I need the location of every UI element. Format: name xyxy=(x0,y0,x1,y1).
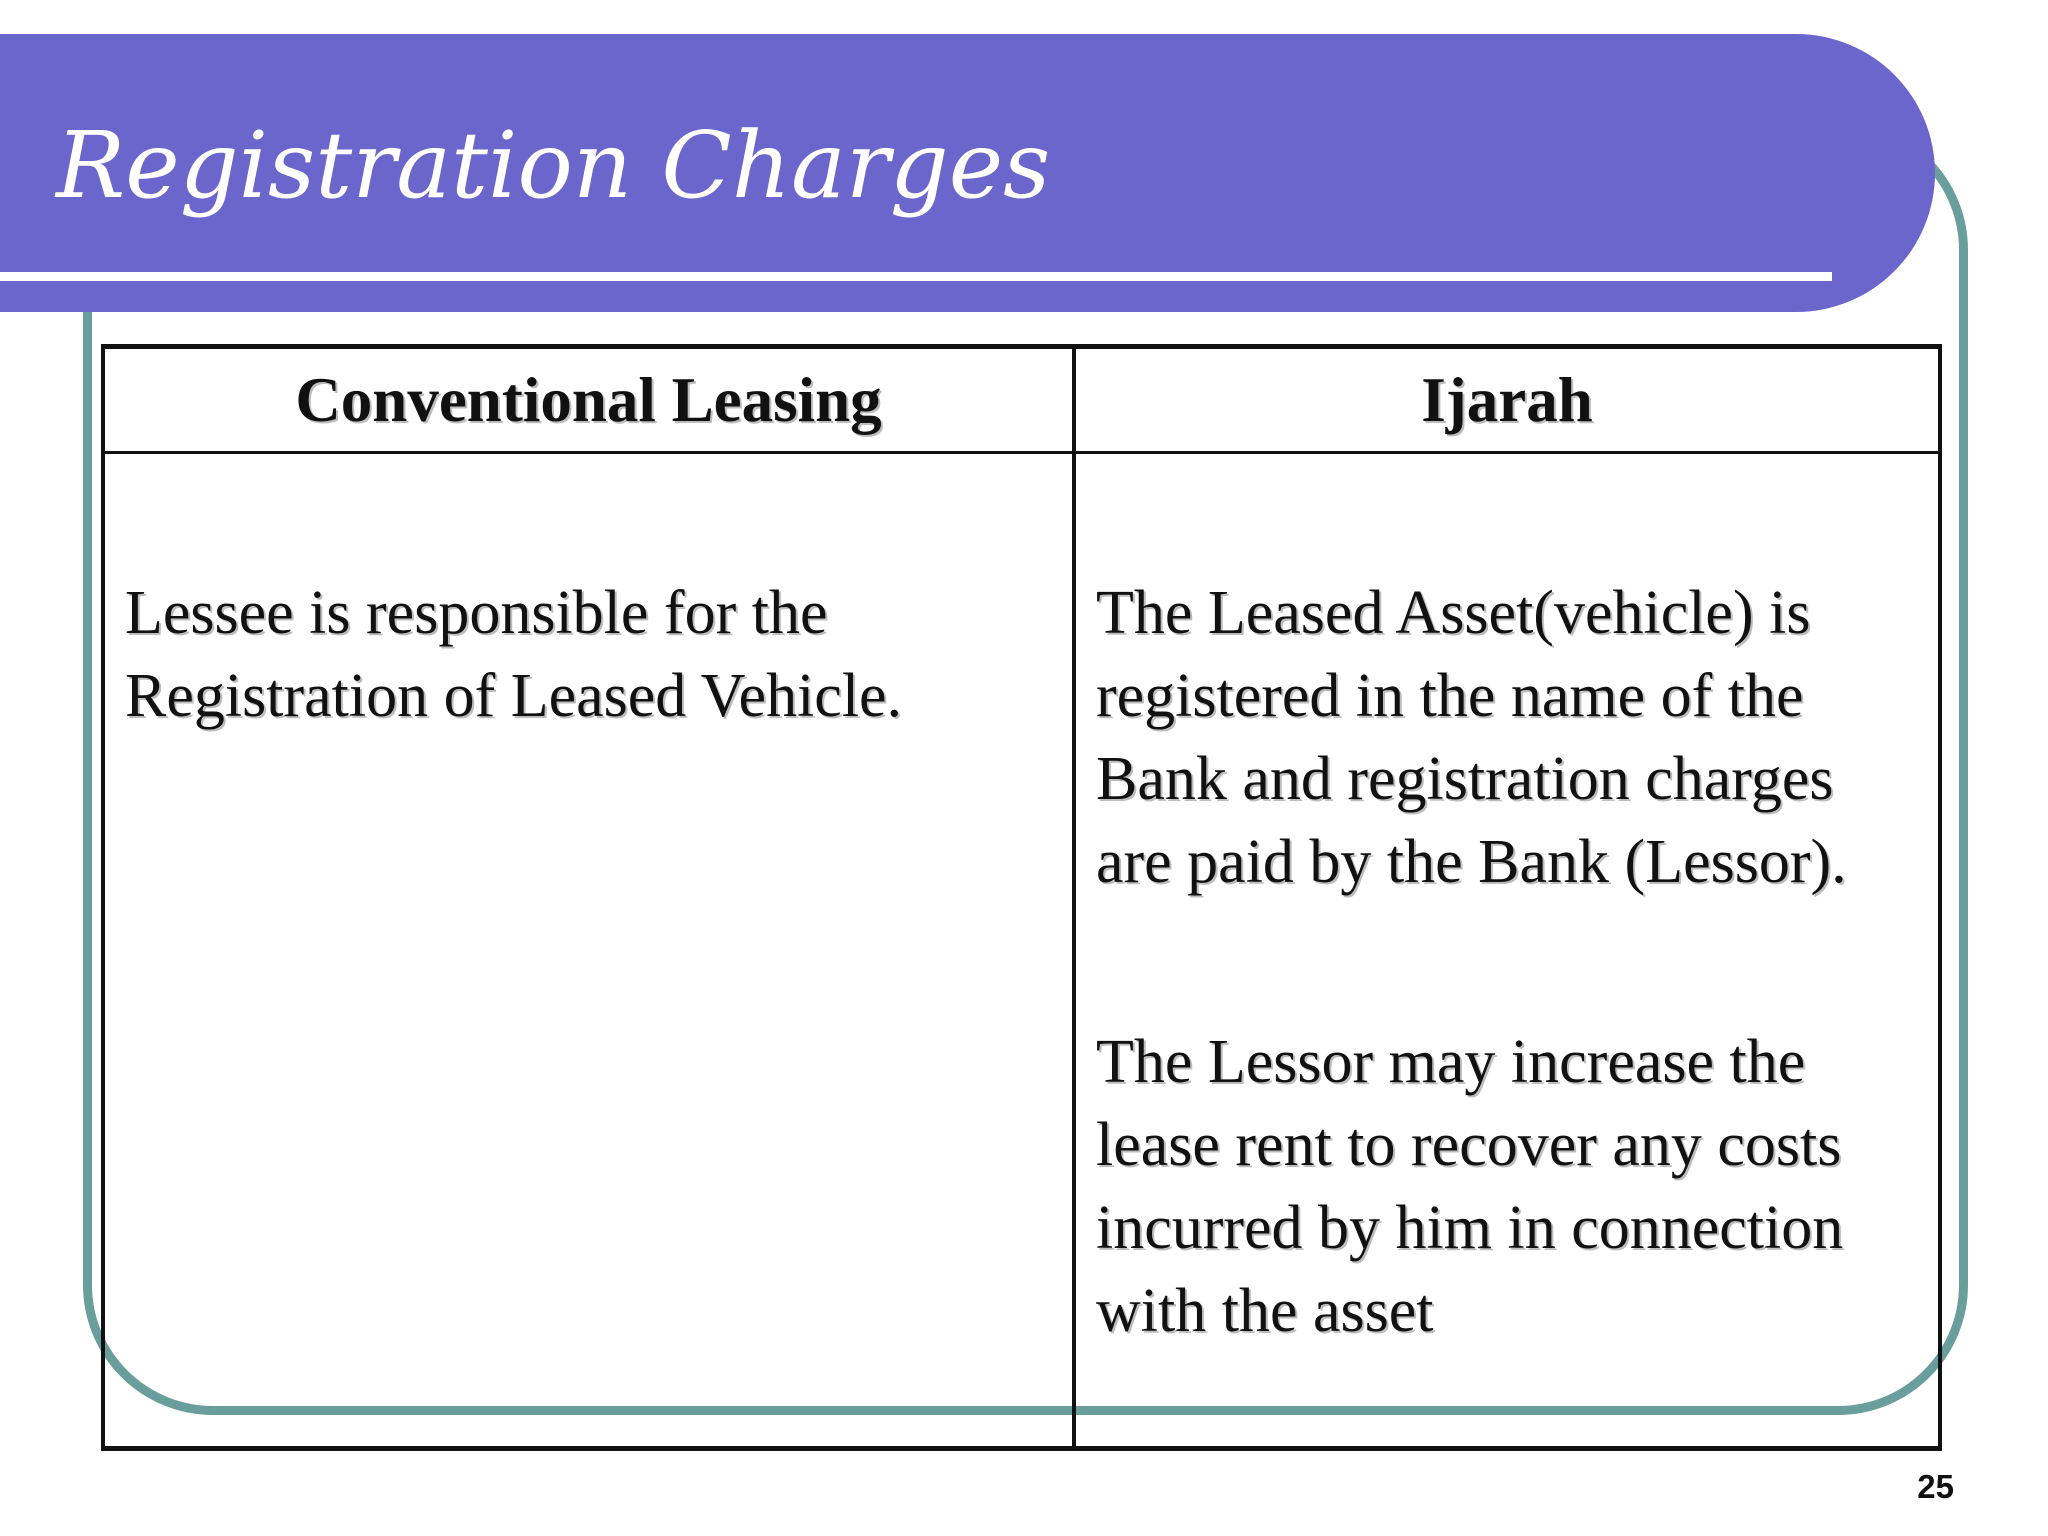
slide-title: Registration Charges xyxy=(56,112,1051,219)
title-underline xyxy=(0,272,1832,281)
conventional-leasing-paragraph: Lessee is responsible for the Registration of Leased Vehicle. xyxy=(125,579,903,730)
header-conventional-leasing: Conventional Leasing xyxy=(103,347,1074,453)
page-number: 25 xyxy=(1917,1468,1954,1505)
ijarah-paragraph-registration: The Leased Asset(vehicle) is registered in the name of the Bank and registration charges are paid by the Bank (Lessor). xyxy=(1096,579,1847,896)
ijarah-cell xyxy=(1074,453,1940,1449)
ijarah-paragraph-lease-rent: The Lessor may increase the lease rent to recover any costs incurred by him in connection with the asset xyxy=(1096,1028,1844,1345)
comparison-table xyxy=(101,344,1942,1451)
header-ijarah: Ijarah xyxy=(1074,347,1940,453)
conventional-leasing-cell xyxy=(103,453,1074,1449)
table-row xyxy=(103,453,1940,1449)
table-header-row xyxy=(103,347,1940,453)
